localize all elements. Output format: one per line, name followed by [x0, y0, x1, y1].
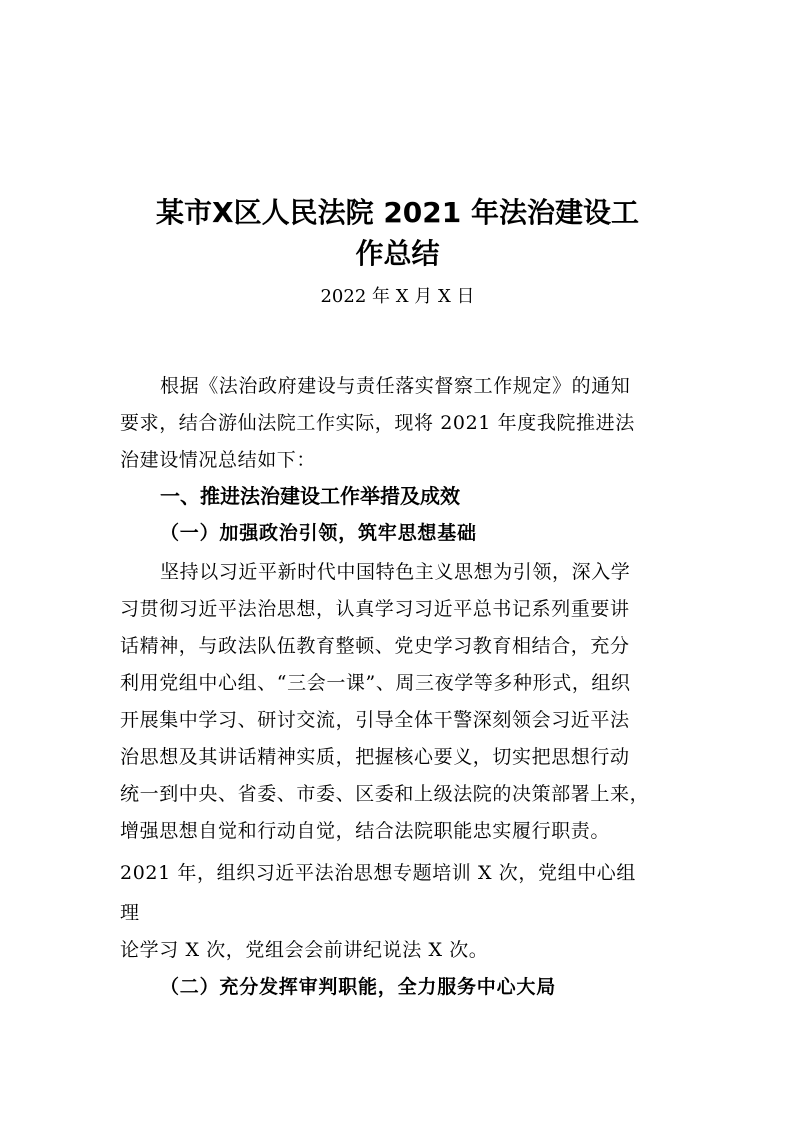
paragraph-line-6: 治思想及其讲话精神实质，把握核心要义，切实把思想行动	[120, 746, 630, 768]
section-1-heading: 一、推进法治建设工作举措及成效	[160, 484, 460, 508]
document-date: 2022 年 X 月 X 日	[320, 286, 475, 307]
paragraph-line-8: 增强思想自觉和行动自觉，结合法院职能忠实履行职责。	[120, 820, 611, 842]
paragraph-line-2: 习贯彻习近平法治思想，认真学习习近平总书记系列重要讲	[120, 598, 630, 620]
paragraph-line-5: 开展集中学习、研讨交流，引导全体干警深刻领会习近平法	[120, 709, 630, 731]
intro-line-1: 根据《法治政府建设与责任落实督察工作规定》的通知	[160, 375, 631, 397]
paragraph-line-3: 话精神，与政法队伍教育整顿、党史学习教育相结合，充分	[120, 635, 630, 657]
document-title-line-1: 某市X区人民法院 2021 年法治建设工	[155, 196, 639, 229]
paragraph-line-7: 统一到中央、省委、市委、区委和上级法院的决策部署上来，	[120, 783, 650, 805]
paragraph-line-10: 理	[120, 902, 140, 924]
paragraph-line-1: 坚持以习近平新时代中国特色主义思想为引领，深入学	[160, 561, 631, 583]
paragraph-line-9: 2021 年，组织习近平法治思想专题培训 X 次，党组中心组	[120, 862, 636, 884]
paragraph-line-11: 论学习 X 次，党组会会前讲纪说法 X 次。	[120, 939, 489, 961]
intro-line-3: 治建设情况总结如下：	[120, 449, 317, 471]
document-title-line-2: 作总结	[355, 237, 440, 270]
paragraph-line-4: 利用党组中心组、“三会一课”、周三夜学等多种形式，组织	[120, 672, 631, 694]
subsection-2-heading: （二）充分发挥审判职能，全力服务中心大局	[160, 976, 557, 998]
subsection-1-heading: （一）加强政治引领，筑牢思想基础	[160, 522, 477, 544]
intro-line-2: 要求，结合游仙法院工作实际，现将 2021 年度我院推进法	[120, 412, 635, 434]
